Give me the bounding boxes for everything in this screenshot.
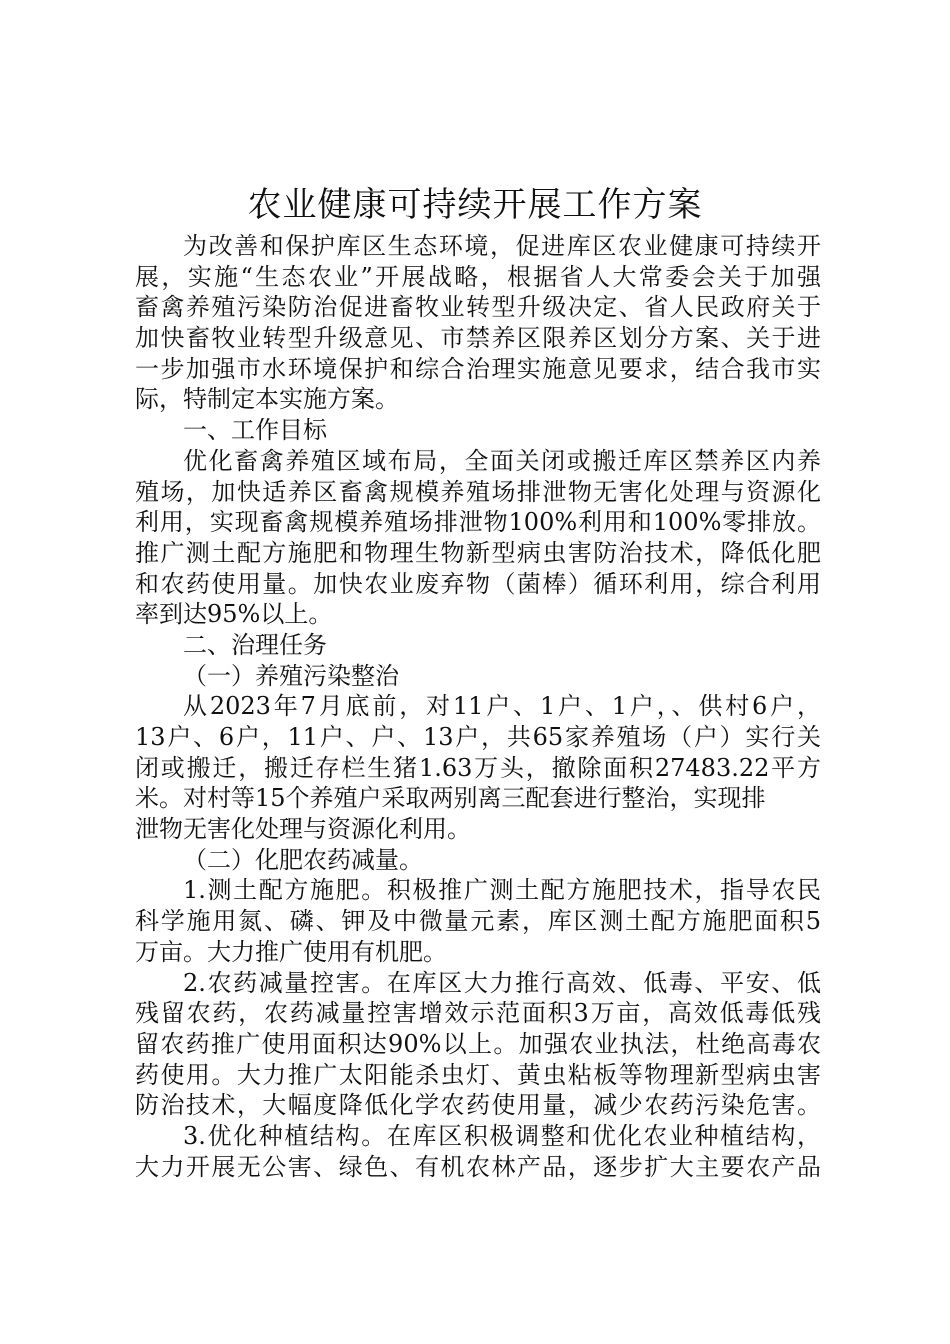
text-line: 展，实施“生态农业”开展战略，根据省人大常委会关于加强 xyxy=(135,262,821,291)
text-line: 防治技术，大幅度降低化学农药使用量，减少农药污染危害。 xyxy=(135,1091,821,1120)
text-line: 二、治理任务 xyxy=(183,630,327,659)
text-line: 一、工作目标 xyxy=(183,416,327,445)
text-line: 和农药使用量。加快农业废弃物（菌棒）循环利用，综合利用 xyxy=(135,569,821,598)
text-line: 残留农药，农药减量控害增效示范面积3万亩，高效低毒低残 xyxy=(135,999,821,1028)
text-line: 殖场，加快适养区畜禽规模养殖场排泄物无害化处理与资源化 xyxy=(135,477,821,506)
text-line: 一步加强市水环境保护和综合治理实施意见要求，结合我市实 xyxy=(135,354,821,383)
text-line: 留农药推广使用面积达90%以上。加强农业执法，杜绝高毒农 xyxy=(135,1029,821,1058)
document-body xyxy=(135,231,821,1182)
text-line: 为改善和保护库区生态环境，促进库区农业健康可持续开 xyxy=(183,232,821,260)
text-line: 万亩。大力推广使用有机肥。 xyxy=(135,937,447,966)
text-line: 率到达95%以上。 xyxy=(135,600,333,629)
text-line: （二）化肥农药减量。 xyxy=(183,845,423,874)
text-line: 从2023年7月底前，对11户、1户、1户，、供村6户， xyxy=(183,692,821,721)
text-line: 大力开展无公害、绿色、有机农林产品，逐步扩大主要农产品 xyxy=(135,1152,821,1181)
text-line: 际，特制定本实施方案。 xyxy=(135,385,399,414)
text-line: 利用，实现畜禽规模养殖场排泄物100%利用和100%零排放。 xyxy=(135,508,821,537)
document-title: 农业健康可持续开展工作方案 xyxy=(247,185,703,225)
text-line: 2.农药减量控害。在库区大力推行高效、低毒、平安、低 xyxy=(183,968,821,997)
text-line: 3.优化种植结构。在库区积极调整和优化农业种植结构， xyxy=(183,1121,821,1150)
text-line: 米。对村等15个养殖户采取两别离三配套进行整治，实现排 xyxy=(135,784,766,813)
text-line: 闭或搬迁，搬迁存栏生猪1.63万头，撤除面积27483.22平方 xyxy=(135,753,821,782)
text-line: 泄物无害化处理与资源化利用。 xyxy=(135,815,471,844)
text-line: 13户、6户，11户、户、13户，共65家养殖场（户）实行关 xyxy=(135,723,821,751)
text-line: 优化畜禽养殖区域布局，全面关闭或搬迁库区禁养区内养 xyxy=(183,446,821,475)
text-line: （一）养殖污染整治 xyxy=(183,661,399,690)
text-line: 1.测土配方施肥。积极推广测土配方施肥技术，指导农民 xyxy=(183,876,821,905)
text-line: 畜禽养殖污染防治促进畜牧业转型升级决定、省人民政府关于 xyxy=(135,293,821,322)
text-line: 科学施用氮、磷、钾及中微量元素，库区测土配方施肥面积5 xyxy=(135,907,821,936)
text-line: 加快畜牧业转型升级意见、市禁养区限养区划分方案、关于进 xyxy=(135,324,821,353)
text-line: 推广测土配方施肥和物理生物新型病虫害防治技术，降低化肥 xyxy=(135,538,821,567)
text-line: 药使用。大力推广太阳能杀虫灯、黄虫粘板等物理新型病虫害 xyxy=(135,1060,821,1089)
